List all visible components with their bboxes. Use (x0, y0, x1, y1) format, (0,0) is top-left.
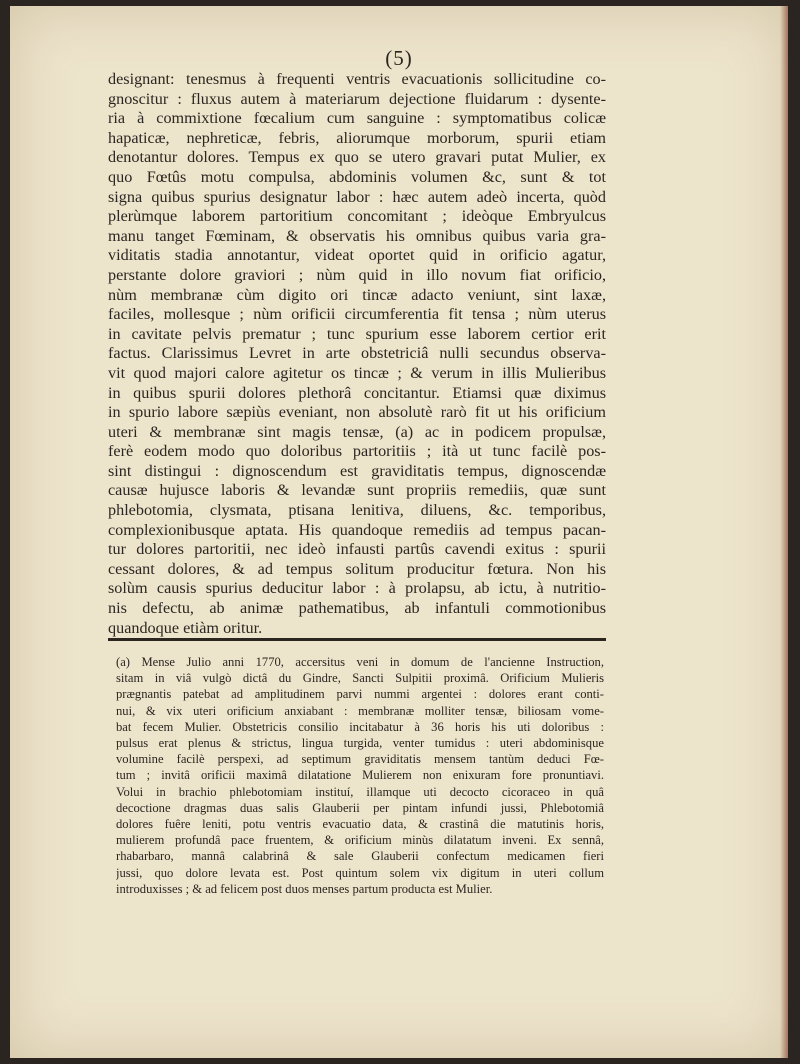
text-line: gnoscitur : fluxus autem à materiarum dejectione fluidarum : dysente- (108, 89, 606, 108)
footnote-line: decoctione dragmas duas salis Glauberii per pintam infundi jussi, Phlebotomiâ (116, 800, 604, 815)
footnote-line: bat fecem Mulier. Obstetricis consilio incitabatur à 36 horis his uti doloribus : (116, 719, 604, 734)
text-line: nùm membranæ cùm digito ori tincæ adacto veniunt, sint laxæ, (108, 285, 606, 304)
footnote-line: tum ; invitâ orificii maximâ dilatatione Mulierem non enixuram fore pronuntiavi. (116, 768, 604, 783)
main-text-block (108, 70, 606, 638)
text-line: sint distingui : dignoscendum est graviditatis tempus, dignoscendæ (108, 461, 606, 480)
text-line: vit quod majori calore agitetur os tincæ ; & verum in illis Mulieribus (108, 363, 606, 382)
text-line: tur dolores partoritii, nec ideò infausti partûs cavendi exitus : spurii (108, 540, 606, 559)
text-line: faciles, mollesque ; nùm orificii circumferentia fit tensa ; nùm uterus (108, 305, 606, 324)
footnote-line: prægnantis patebat ad amplitudinem parvi nummi argentei : dolores erant conti- (116, 687, 604, 702)
footnote-block (116, 654, 604, 897)
text-line: factus. Clarissimus Levret in arte obstetriciâ nulli secundus observa- (108, 344, 606, 363)
footnote-line: (a) Mense Julio anni 1770, accersitus veni in domum de l'ancienne Instruction, (116, 655, 604, 669)
text-line: causæ hujusce laboris & levandæ sunt propriis remediis, quæ sunt (108, 481, 606, 500)
text-line: designant: tenesmus à frequenti ventris evacuationis sollicitudine co- (108, 70, 606, 88)
text-line: in quibus spurii dolores plethorâ concitantur. Etiamsi quæ diximus (108, 383, 606, 402)
footnote-line: volumine facilè perspexi, ad septimum graviditatis mensem tantùm deduci Fœ- (116, 752, 604, 767)
footnote-line: jussi, quo dolore levata est. Post quintum solem vix digitum in uteri collum (116, 865, 604, 880)
footnote-line: dolores fuêre leniti, potu ventris evacuatio data, & crastinâ die matutinis horis, (116, 817, 604, 832)
text-line: perstante dolore graviori ; nùm quid in illo novum fiat orificio, (108, 265, 606, 284)
text-line: hapaticæ, nephreticæ, febris, aliorumque morborum, spurii etiam (108, 128, 606, 147)
text-line: complexionibusque aptata. His quandoque remediis ad tempus pacan- (108, 520, 606, 539)
text-line: ria à commixtione fœcalium cum sanguine : symptomatibus colicæ (108, 109, 606, 128)
text-line: ferè eodem modo quo doloribus partoritiis ; ità ut tunc facilè pos- (108, 442, 606, 461)
text-line: uteri & membranæ sint magis tensæ, (a) ac in podicem propulsæ, (108, 422, 606, 441)
text-line: in spurio labore sæpiùs eveniant, non absolutè rarò fit ut his orificium (108, 403, 606, 422)
footnote-line: rhabarbaro, mannâ calabrinâ & sale Glauberii confectum medicamen fieri (116, 849, 604, 864)
text-line: cessant dolores, & ad tempus solitum producitur fœtura. Non his (108, 559, 606, 578)
text-line: in cavitate pelvis prematur ; tunc spurium esse laborem certior erit (108, 324, 606, 343)
footnote-line: mulierem profundâ pace fruentem, & orificium minùs dilatatum inveni. Ex sennâ, (116, 833, 604, 848)
footnote-line: nui, & vix uteri orificium anxiabant : membranæ molliter tensæ, biliosam vome- (116, 703, 604, 718)
text-line: quandoque etiàm oritur. (108, 618, 263, 637)
text-line: plerùmque laborem partoritium concomitant ; ideòque Embryulcus (108, 207, 606, 226)
text-line: denotantur dolores. Tempus ex quo se utero gravari putat Mulier, ex (108, 148, 606, 167)
page-edge-shadow (780, 6, 788, 1058)
footnote-line: sitam in viâ vulgò dictâ du Gindre, Sancti Sulpitii proximâ. Orificium Mulieris (116, 671, 604, 686)
page-number: (5) (385, 46, 413, 70)
text-line: nis defectu, ab animæ pathematibus, ab infantuli commotionibus (108, 599, 606, 618)
footnote-line: Volui in brachio phlebotomiam instituí, illamque uti decocto cicoraceo in quâ (116, 784, 604, 799)
text-line: signa quibus spurius designatur labor : hæc autem adeò incerta, quòd (108, 187, 606, 206)
text-line: manu tanget Fœminam, & observatis his omnibus quibus varia gra- (108, 226, 606, 245)
footnote-line: introduxisses ; & ad felicem post duos menses partum producta est Mulier. (116, 881, 493, 896)
text-line: phlebotomia, clysmata, ptisana lenitiva, diluens, &c. temporibus, (108, 501, 606, 520)
text-line: quo Fœtûs motu compulsa, abdominis volumen &c, sunt & tot (108, 167, 606, 186)
footnote-line: pulsus erat plenus & strictus, lingua turgida, venter tumidus : uteri abdominisque (116, 736, 604, 751)
footnote-separator-rule (108, 638, 606, 641)
text-line: viditatis stadia annotantur, videat oportet quid in orificio agatur, (108, 246, 606, 265)
book-page (10, 6, 788, 1058)
text-line: solùm causis spurius deducitur labor : à prolapsu, ab ictu, à nutritio- (108, 579, 606, 598)
